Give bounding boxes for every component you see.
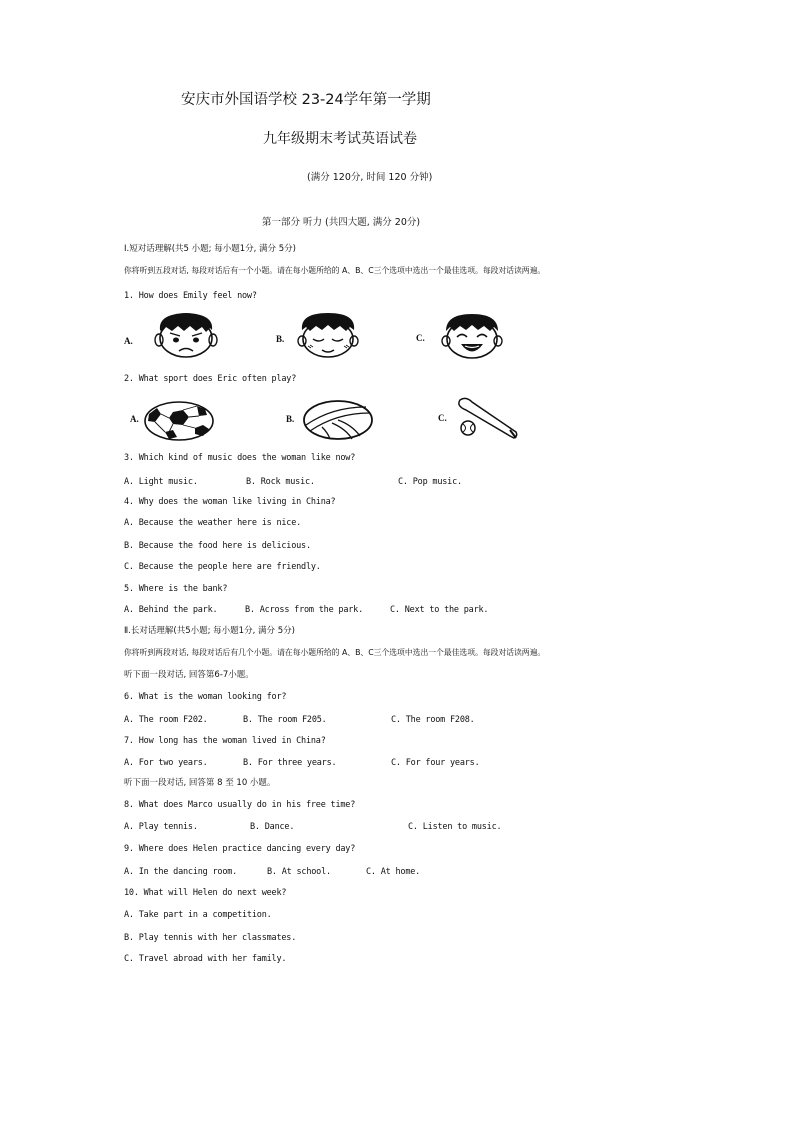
question-1: 1. How does Emily feel now? xyxy=(124,291,257,301)
q4-option-c: C. Because the people here are friendly. xyxy=(124,562,321,572)
q8-option-c: C. Listen to music. xyxy=(408,822,502,832)
sleepy-face-icon xyxy=(292,310,364,360)
section2-title: Ⅱ.长对话理解(共5小题; 每小题1分, 满分 5分) xyxy=(124,626,295,636)
school-title: 安庆市外国语学校 23-24学年第一学期 xyxy=(181,92,431,108)
q9-option-b: B. At school. xyxy=(267,867,331,877)
part1-title: 第一部分 听力 (共四大题, 满分 20分) xyxy=(262,217,421,228)
q5-option-b: B. Across from the park. xyxy=(245,605,364,615)
question-8: 8. What does Marco usually do in his free time? xyxy=(124,800,356,810)
q5-option-c: C. Next to the park. xyxy=(390,605,489,615)
q6-option-b: B. The room F205. xyxy=(243,715,327,725)
sad-face-icon xyxy=(150,310,222,360)
section2-note-2: 听下面一段对话, 回答第 8 至 10 小题。 xyxy=(124,778,276,788)
question-3: 3. Which kind of music does the woman like now? xyxy=(124,453,356,463)
section2-instruction: 你将听到两段对话, 每段对话后有几个小题。请在每小题所给的 A、B、C三个选项中选出一个最佳选项。每段对话读两遍。 xyxy=(124,648,546,657)
score-info: (满分 120分, 时间 120 分钟) xyxy=(307,172,433,183)
q6-option-c: C. The room F208. xyxy=(391,715,475,725)
q10-option-a: A. Take part in a competition. xyxy=(124,910,272,920)
q5-option-a: A. Behind the park. xyxy=(124,605,218,615)
q8-option-a: A. Play tennis. xyxy=(124,822,198,832)
question-10: 10. What will Helen do next week? xyxy=(124,888,287,898)
q8-option-b: B. Dance. xyxy=(250,822,295,832)
section2-note-1: 听下面一段对话, 回答第6-7小题。 xyxy=(124,670,254,680)
q10-option-c: C. Travel abroad with her family. xyxy=(124,954,287,964)
q4-option-b: B. Because the food here is delicious. xyxy=(124,541,311,551)
q3-option-a: A. Light music. xyxy=(124,477,198,487)
q2-label-c: C. xyxy=(438,413,447,423)
q9-option-a: A. In the dancing room. xyxy=(124,867,238,877)
q7-option-a: A. For two years. xyxy=(124,758,208,768)
question-5: 5. Where is the bank? xyxy=(124,584,228,594)
section1-title: Ⅰ.短对话理解(共5 小题; 每小题1分, 满分 5分) xyxy=(124,244,296,254)
q10-option-b: B. Play tennis with her classmates. xyxy=(124,933,297,943)
q2-label-a: A. xyxy=(130,414,139,424)
baseball-bat-icon xyxy=(452,394,524,442)
q1-label-a: A. xyxy=(124,336,133,346)
q1-label-b: B. xyxy=(276,334,285,344)
volleyball-icon xyxy=(302,399,374,441)
exam-title: 九年级期末考试英语试卷 xyxy=(263,131,417,147)
q1-label-c: C. xyxy=(416,333,425,343)
question-9: 9. Where does Helen practice dancing every day? xyxy=(124,844,356,854)
q4-option-a: A. Because the weather here is nice. xyxy=(124,518,302,528)
question-4: 4. Why does the woman like living in China? xyxy=(124,497,336,507)
q3-option-b: B. Rock music. xyxy=(246,477,315,487)
q9-option-c: C. At home. xyxy=(366,867,421,877)
happy-face-icon xyxy=(436,311,508,361)
question-7: 7. How long has the woman lived in China? xyxy=(124,736,326,746)
q6-option-a: A. The room F202. xyxy=(124,715,208,725)
question-6: 6. What is the woman looking for? xyxy=(124,692,287,702)
section1-instruction: 你将听到五段对话, 每段对话后有一个小题。请在每小题所给的 A、B、C三个选项中选出一个最佳选项。每段对话读两遍。 xyxy=(124,266,546,275)
q3-option-c: C. Pop music. xyxy=(398,477,462,487)
q2-label-b: B. xyxy=(286,414,295,424)
question-2: 2. What sport does Eric often play? xyxy=(124,374,297,384)
q7-option-c: C. For four years. xyxy=(391,758,480,768)
q7-option-b: B. For three years. xyxy=(243,758,337,768)
soccer-ball-icon xyxy=(143,400,215,442)
